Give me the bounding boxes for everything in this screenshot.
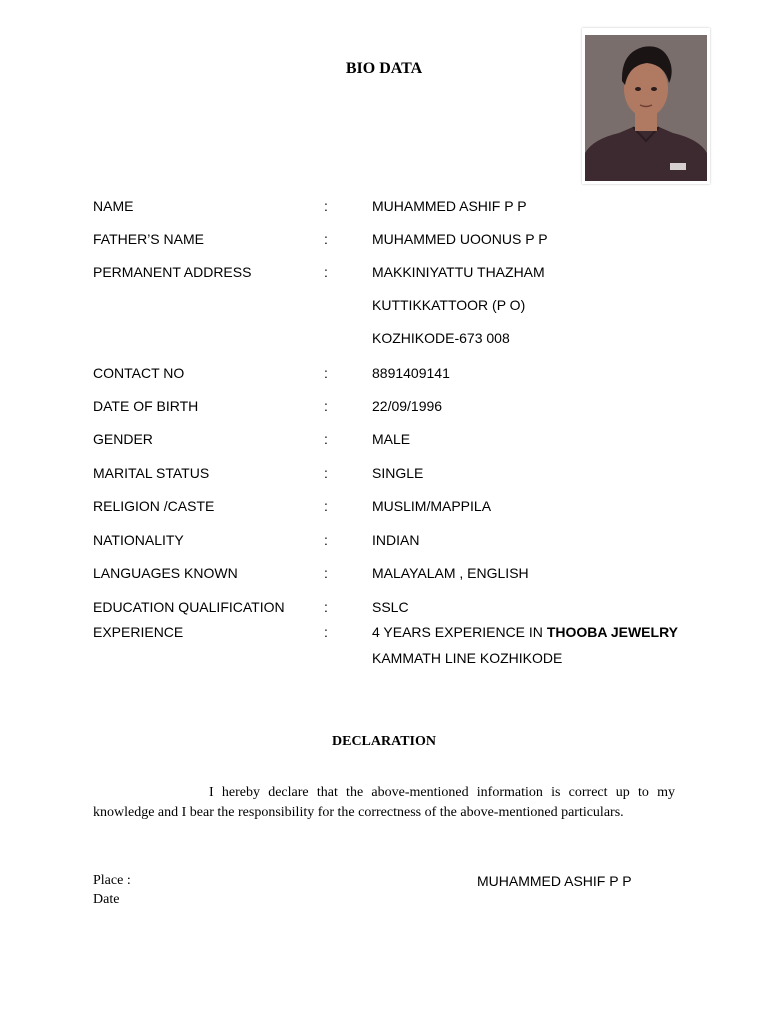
passport-photo-icon <box>585 35 707 181</box>
field-value: MUSLIM/MAPPILA <box>372 498 492 514</box>
declaration-title: DECLARATION <box>332 734 436 749</box>
field-colon: : <box>324 624 328 640</box>
field-label: GENDER <box>93 431 153 447</box>
field-colon: : <box>324 398 328 414</box>
field-value: MALE <box>372 431 411 447</box>
field-label: LANGUAGES KNOWN <box>93 565 238 581</box>
field-row-experience-line-2 <box>93 648 733 668</box>
field-value <box>372 622 678 642</box>
field-label: EXPERIENCE <box>93 624 184 640</box>
date-label: Date <box>93 892 120 907</box>
field-row-fathers-name <box>93 229 733 249</box>
field-row-languages-known <box>93 563 733 583</box>
profile-photo <box>582 28 710 184</box>
field-value: INDIAN <box>372 532 420 548</box>
employer-name: THOOBA JEWELRY <box>546 624 679 640</box>
field-row-education-qualification <box>93 597 733 617</box>
field-colon: : <box>324 431 328 447</box>
field-value: 22/09/1996 <box>372 398 443 414</box>
field-row-permanent-address <box>93 262 733 282</box>
place-label: Place : <box>93 873 131 888</box>
field-label: MARITAL STATUS <box>93 465 210 481</box>
field-label: DATE OF BIRTH <box>93 398 199 414</box>
field-label: EDUCATION QUALIFICATION <box>93 599 285 615</box>
field-value: SSLC <box>372 599 409 615</box>
field-row-experience <box>93 622 733 642</box>
field-value: MALAYALAM , ENGLISH <box>372 565 529 581</box>
field-label: CONTACT NO <box>93 365 185 381</box>
field-colon: : <box>324 599 328 615</box>
signature-name: MUHAMMED ASHIF P P <box>477 873 632 889</box>
field-colon: : <box>324 498 328 514</box>
field-row-gender <box>93 429 733 449</box>
field-label: NATIONALITY <box>93 532 184 548</box>
field-value: 8891409141 <box>372 365 450 381</box>
field-row-nationality <box>93 530 733 550</box>
field-value: KAMMATH LINE KOZHIKODE <box>372 650 563 666</box>
field-value: KUTTIKKATTOOR (P O) <box>372 297 526 313</box>
field-colon: : <box>324 465 328 481</box>
field-colon: : <box>324 198 328 214</box>
experience-text: 4 YEARS EXPERIENCE IN <box>372 624 547 640</box>
field-colon: : <box>324 365 328 381</box>
field-value: MAKKINIYATTU THAZHAM <box>372 264 545 280</box>
field-label: NAME <box>93 198 134 214</box>
field-colon: : <box>324 565 328 581</box>
field-row-date-of-birth <box>93 396 733 416</box>
field-row-marital-status <box>93 463 733 483</box>
field-label: PERMANENT ADDRESS <box>93 264 252 280</box>
field-row-name <box>93 196 733 216</box>
field-label: FATHER’S NAME <box>93 231 204 247</box>
field-value: SINGLE <box>372 465 424 481</box>
document-title: BIO DATA <box>345 60 423 77</box>
field-row-contact-no <box>93 363 733 383</box>
field-value: MUHAMMED UOONUS P P <box>372 231 548 247</box>
field-row-religion-caste <box>93 496 733 516</box>
field-colon: : <box>324 532 328 548</box>
declaration-text: I hereby declare that the above-mentioned information is correct up to my knowledge and I bear the responsibility for the correctness of the above-mentioned particulars. <box>93 785 675 820</box>
field-value: MUHAMMED ASHIF P P <box>372 198 527 214</box>
field-value: KOZHIKODE-673 008 <box>372 330 510 346</box>
field-row-address-line-2 <box>93 295 733 315</box>
field-row-address-line-3 <box>93 328 733 348</box>
field-colon: : <box>324 264 328 280</box>
field-colon: : <box>324 231 328 247</box>
field-label: RELIGION /CASTE <box>93 498 215 514</box>
